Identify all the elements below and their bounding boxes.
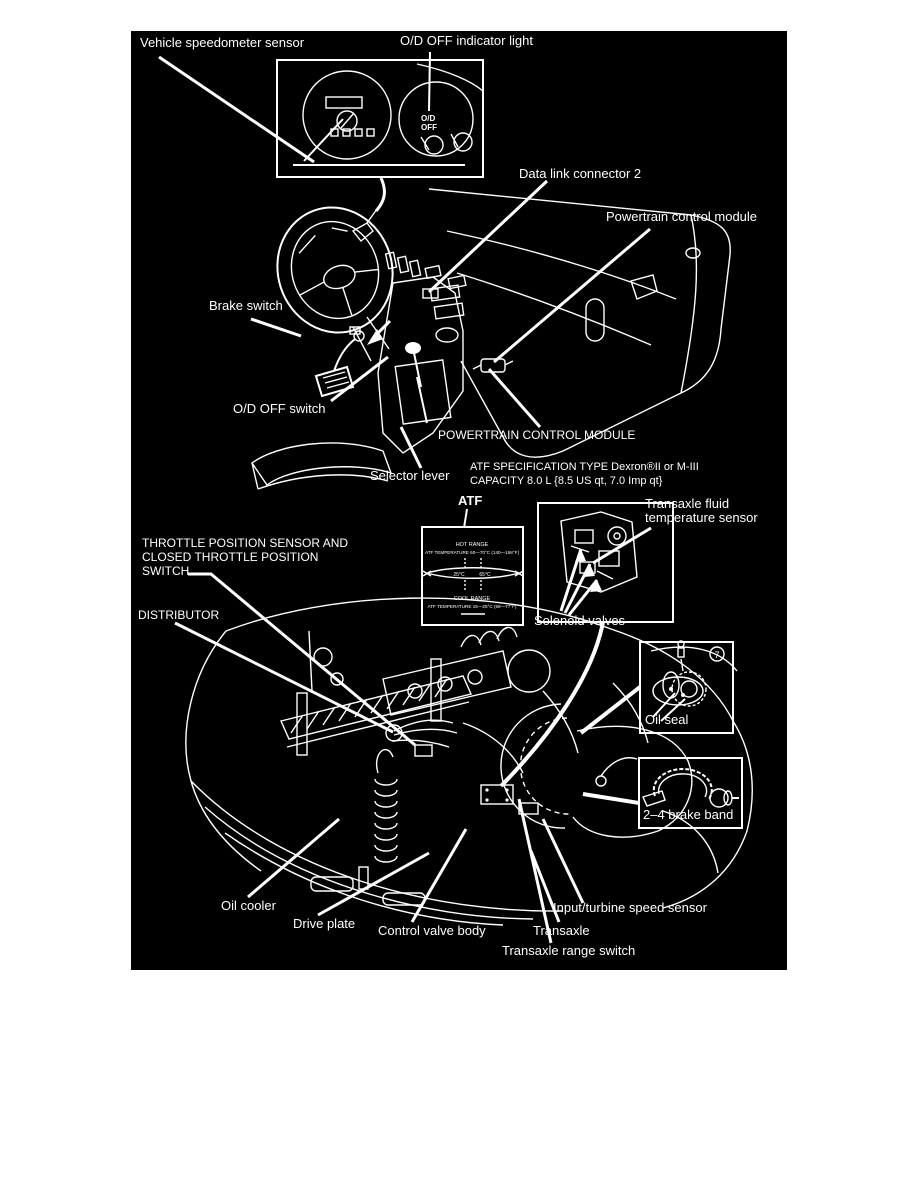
label-vehicle-speedometer-sensor: Vehicle speedometer sensor [140,35,305,50]
label-drive-plate: Drive plate [293,916,356,931]
label-od-off-indicator-light: O/D OFF indicator light [400,33,533,48]
label-selector-lever: Selector lever [370,468,450,483]
atf-dipstick-box [422,527,523,625]
label-throttle-line3: SWITCH [142,564,190,578]
label-transaxle: Transaxle [533,923,590,938]
label-powertrain-control-module: Powertrain control module [606,209,758,224]
label-oil-seal: Oil seal [645,712,689,727]
label-brake-switch: Brake switch [209,298,283,313]
label-2-4-brake-band: 2–4 brake band [643,807,734,822]
label-throttle-line1: THROTTLE POSITION SENSOR AND [142,536,349,550]
label-transaxle-fluid-line2: temperature sensor [645,510,758,525]
diagram-panel [131,31,787,970]
label-atf-spec-line1: ATF SPECIFICATION TYPE Dexron®II or M-III [470,461,699,473]
label-oil-cooler: Oil cooler [221,898,276,913]
cool-range-temp: ATF TEMPERATURE 15—25°C (59—77°F) [427,604,517,609]
hot-range-title: HOT RANGE [455,542,489,548]
label-input-turbine-speed-sensor: Input/turbine speed sensor [553,900,707,915]
cool-range-title: COOL RANGE [453,596,491,602]
label-transaxle-range-switch: Transaxle range switch [502,943,636,958]
hot-range-temp: ATF TEMPERATURE 60—70°C (140—158°F) [424,550,520,555]
leader-lines [159,52,651,943]
label-transaxle-fluid-line1: Transaxle fluid [645,496,730,511]
dipstick-mark-low: 25°C [453,572,465,578]
oil-seal-number: 7 [714,650,720,660]
label-control-valve-body: Control valve body [378,923,486,938]
label-solenoid-valves: Solenoid valves [534,613,626,628]
label-atf-spec-line2: CAPACITY 8.0 L {8.5 US qt, 7.0 Imp qt} [470,475,663,487]
label-od-off-switch: O/D OFF switch [233,401,326,416]
label-powertrain-control-module-caps: POWERTRAIN CONTROL MODULE [438,428,636,442]
label-distributor: DISTRIBUTOR [138,608,220,622]
od-off-gauge-text-2: OFF [421,123,437,132]
label-throttle-line2: CLOSED THROTTLE POSITION [142,550,319,564]
od-off-gauge-text-1: O/D [421,114,436,123]
label-data-link-connector-2: Data link connector 2 [519,166,642,181]
dipstick-mark-high: 65°C [479,572,491,578]
label-atf: ATF [458,493,483,508]
